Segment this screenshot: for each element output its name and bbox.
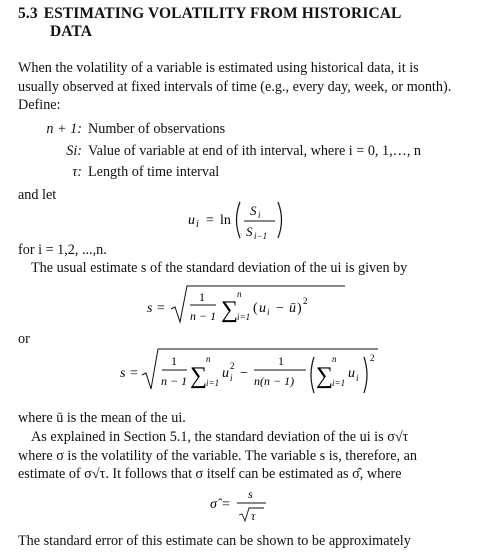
svg-text:s: s <box>120 366 126 381</box>
svg-text:=: = <box>157 301 165 316</box>
svg-text:i=1: i=1 <box>237 312 251 322</box>
svg-text:n: n <box>206 354 211 364</box>
svg-text:1: 1 <box>199 290 205 304</box>
definition-list <box>32 119 472 184</box>
svg-text:1: 1 <box>278 354 284 368</box>
svg-text:τ: τ <box>251 509 256 523</box>
svg-text:u: u <box>222 366 229 381</box>
svg-text:n − 1: n − 1 <box>161 374 188 388</box>
svg-text:∑: ∑ <box>190 363 208 389</box>
svg-text:i=1: i=1 <box>332 378 346 388</box>
section-heading <box>18 5 468 41</box>
svg-text:u: u <box>348 366 355 381</box>
svg-text:n − 1: n − 1 <box>190 309 217 323</box>
explanation-line2: where σ is the volatility of the variable. The variable s is, therefore, an <box>18 447 417 464</box>
intro-line1: When the volatility of a variable is estimated using historical data, it is <box>18 60 419 76</box>
svg-text:2: 2 <box>303 296 308 306</box>
section-number: 5.3 <box>18 5 38 22</box>
intro-line2: usually observed at fixed intervals of time (e.g., every day, week, or month). <box>18 78 452 95</box>
explanation-line1: As explained in Section 5.1, the standard deviation of the ui is σ√τ <box>31 429 409 445</box>
svg-text:): ) <box>297 301 302 316</box>
svg-text:(: ( <box>253 301 258 316</box>
stddev-equation-2 <box>118 345 398 402</box>
svg-text:i: i <box>258 210 261 220</box>
svg-text:i: i <box>356 373 359 383</box>
svg-text:∑: ∑ <box>221 297 239 323</box>
svg-text:S: S <box>250 203 257 218</box>
stddev-equation-1 <box>145 282 365 335</box>
svg-text:S: S <box>246 224 253 239</box>
intro-line3: Define: <box>18 97 61 113</box>
definition-item <box>32 162 472 184</box>
svg-text:u: u <box>259 301 266 316</box>
usual-estimate-text: The usual estimate s of the standard deviation of the ui is given by <box>31 260 408 276</box>
svg-text:n: n <box>237 289 242 299</box>
mean-definition-text: where ū is the mean of the ui. <box>18 410 186 426</box>
definition-key: n + 1: <box>46 121 82 137</box>
for-range-text: for i = 1,2, ...,n. <box>18 242 107 258</box>
standard-error-text: The standard error of this estimate can be shown to be approximately <box>18 533 411 549</box>
definition-value: Value of variable at end of ith interval, where i = 0, 1,…, n <box>88 142 422 159</box>
svg-text:ū: ū <box>289 301 296 316</box>
svg-text:σ̂: σ̂ <box>210 497 217 512</box>
definition-value: Number of observations <box>88 121 226 137</box>
svg-text:−: − <box>276 301 284 316</box>
volatility-estimate-equation <box>206 482 286 531</box>
and-let-text: and let <box>18 187 57 203</box>
definition-item <box>32 141 472 163</box>
definition-key: τ: <box>72 164 82 180</box>
svg-text:n(n − 1): n(n − 1) <box>254 374 295 388</box>
svg-text:i: i <box>230 373 233 383</box>
svg-text:2: 2 <box>370 353 375 363</box>
svg-text:i: i <box>196 219 199 230</box>
svg-text:=: = <box>206 213 214 228</box>
explanation-line3: estimate of σ√τ. It follows that σ itself can be estimated as σ̂, where <box>18 466 402 482</box>
svg-text:ln: ln <box>220 213 231 228</box>
svg-text:2: 2 <box>230 361 235 371</box>
svg-text:=: = <box>222 497 230 512</box>
log-return-equation <box>180 196 300 247</box>
definition-key: Si: <box>66 142 82 159</box>
definition-item <box>32 119 472 141</box>
svg-text:−: − <box>240 366 248 381</box>
explanation-paragraph <box>18 428 470 484</box>
svg-text:n: n <box>332 354 337 364</box>
svg-text:i=1: i=1 <box>206 378 220 388</box>
svg-text:i: i <box>267 307 270 317</box>
svg-text:u: u <box>188 213 195 228</box>
definition-value: Length of time interval <box>88 164 220 180</box>
svg-text:i−1: i−1 <box>254 231 268 241</box>
svg-text:s: s <box>248 487 253 501</box>
svg-text:=: = <box>130 366 138 381</box>
or-text: or <box>18 331 30 347</box>
intro-paragraph <box>18 59 470 115</box>
section-title-line1: ESTIMATING VOLATILITY FROM HISTORICAL <box>43 5 402 22</box>
svg-text:∑: ∑ <box>316 363 334 389</box>
svg-text:1: 1 <box>171 354 177 368</box>
svg-text:s: s <box>147 301 153 316</box>
section-title-line2: DATA <box>50 23 93 40</box>
